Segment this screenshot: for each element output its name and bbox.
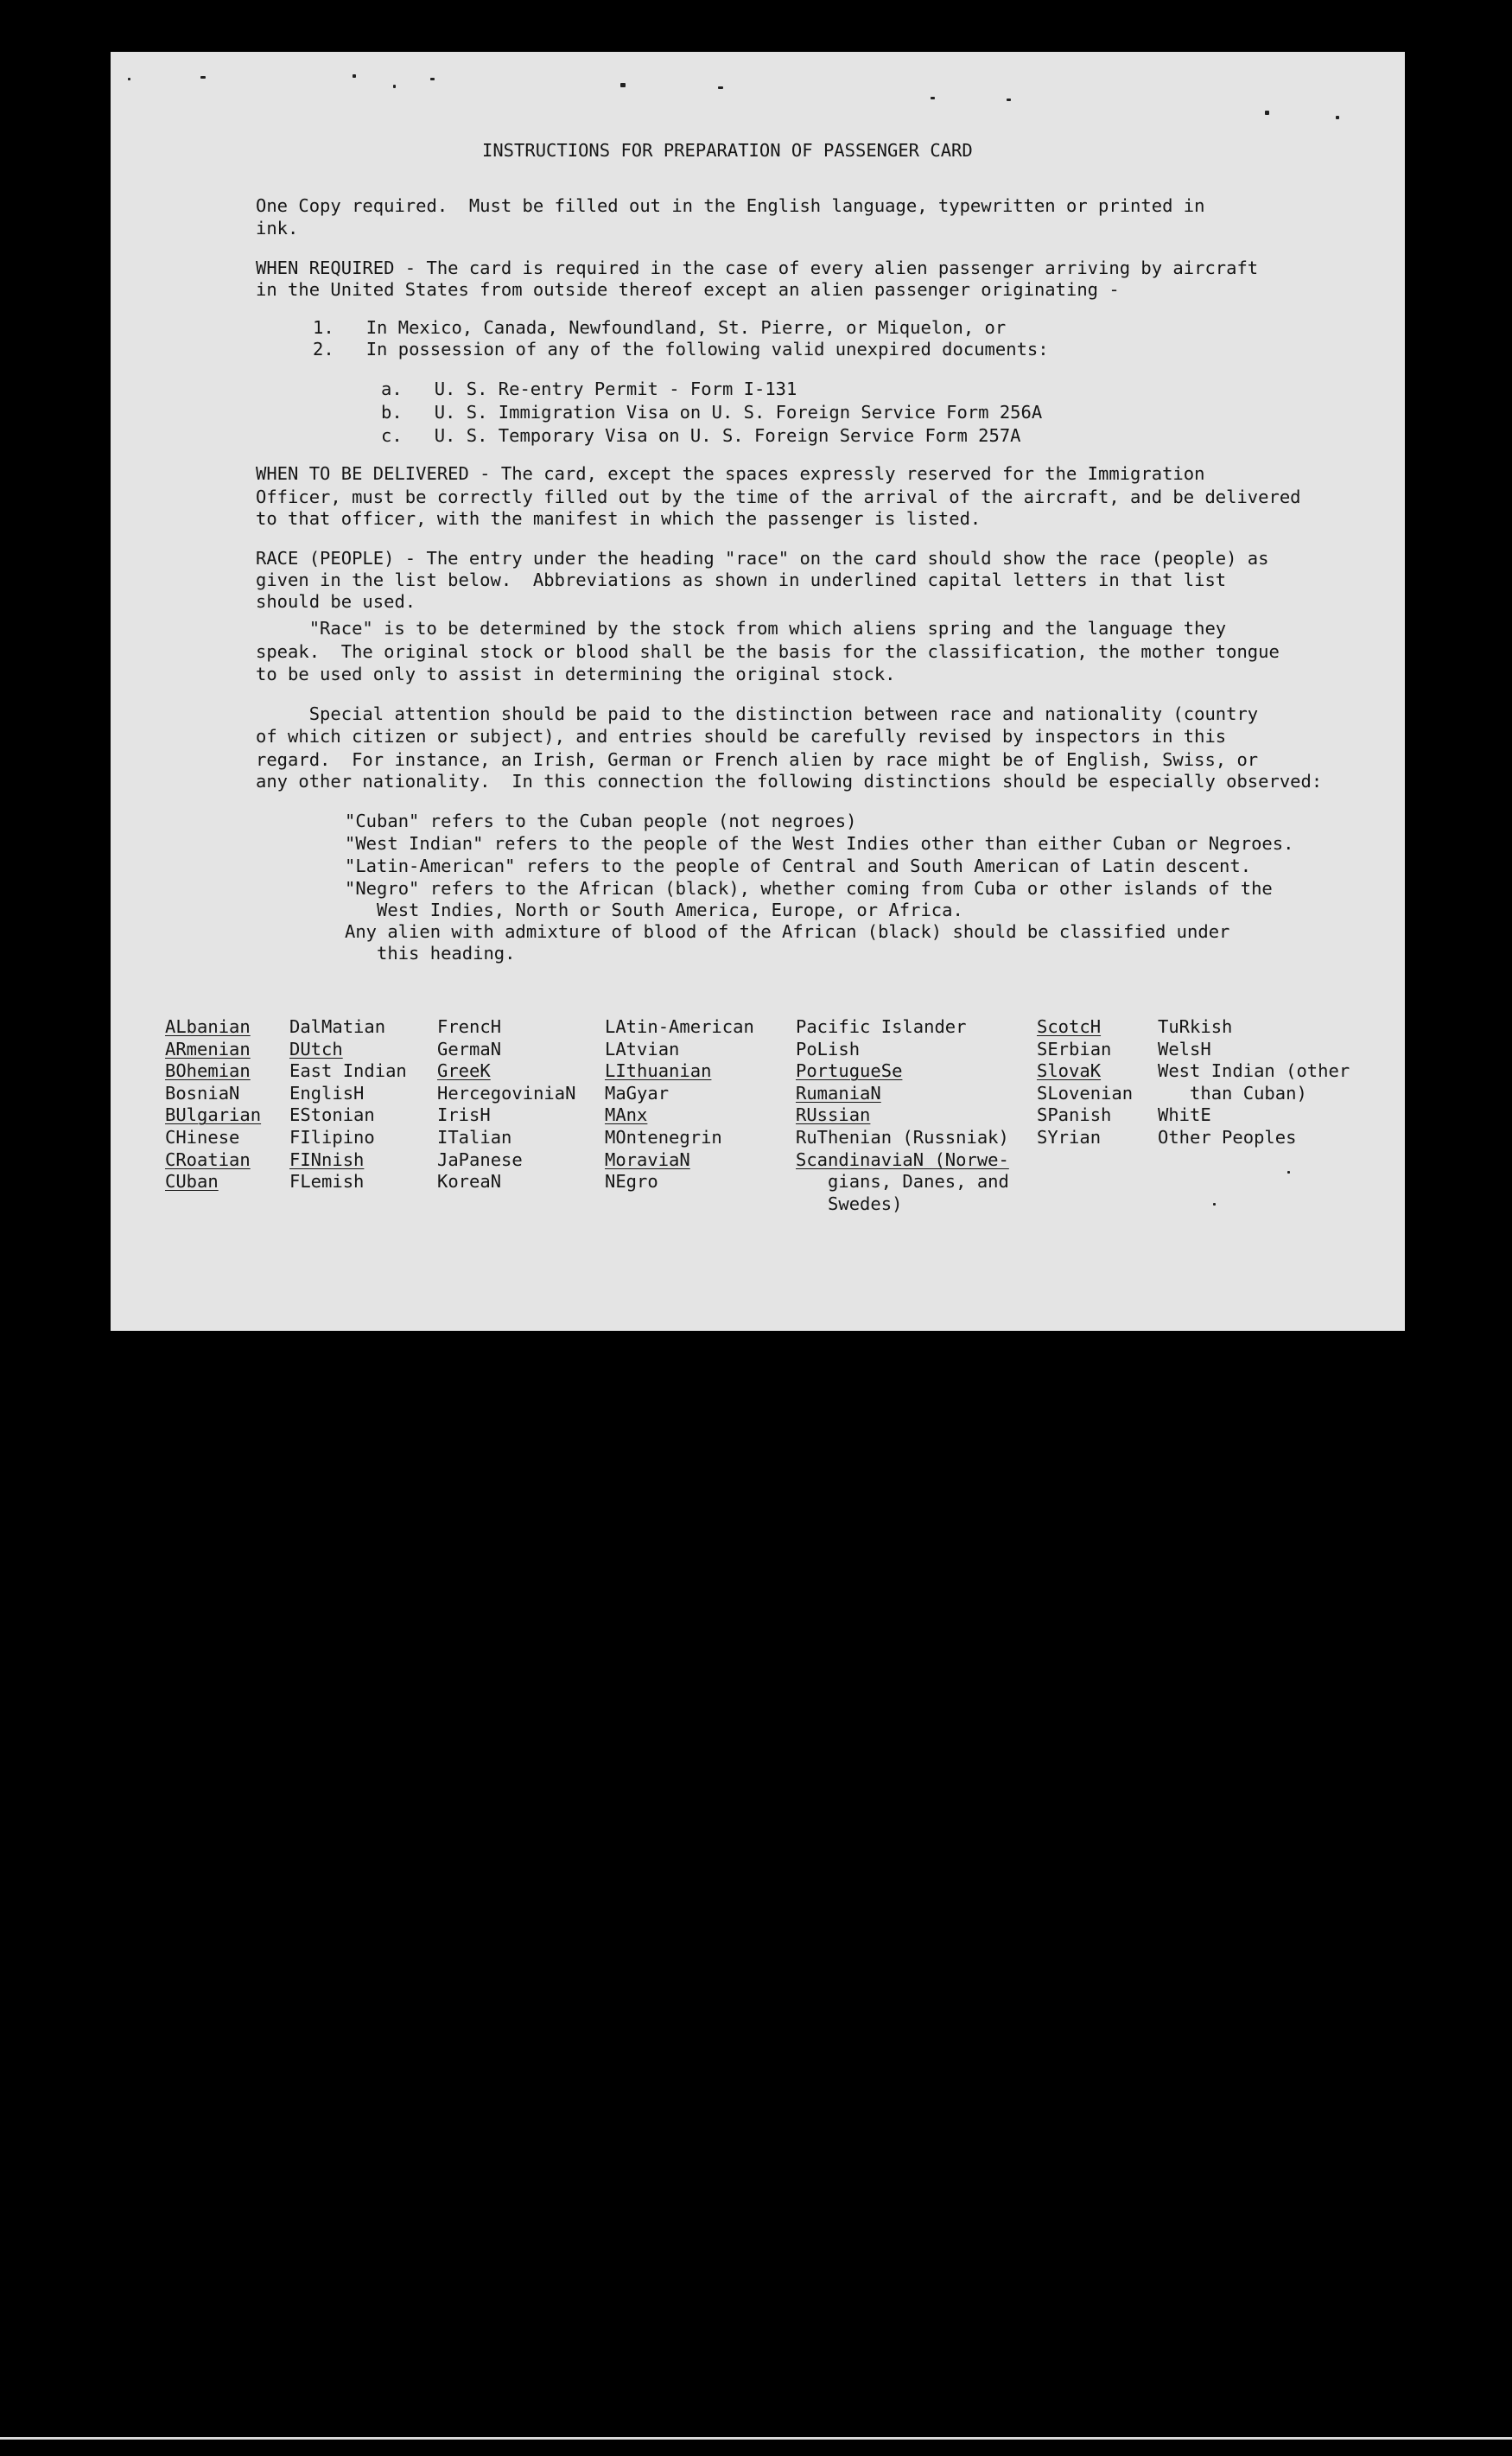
distinction-west-indian: "West Indian" refers to the people of the West Indies other than either Cuban or Negroes.	[345, 833, 1294, 854]
numbered-item-1: 1. In Mexico, Canada, Newfoundland, St. Pierre, or Miquelon, or	[313, 317, 1007, 338]
race-list-item: RumaniaN	[796, 1082, 881, 1104]
race-list-item: PortugueSe	[796, 1060, 903, 1082]
race-list-item: DUtch	[289, 1038, 343, 1059]
race-determined-line-3: to be used only to assist in determining the original stock.	[256, 664, 896, 684]
race-list-item: ScandinaviaN (Norwe-	[796, 1148, 1009, 1170]
race-list-item: East Indian	[289, 1060, 407, 1082]
lettered-item-a: a. U. S. Re-entry Permit - Form I-131	[381, 379, 797, 399]
race-list-item: LIthuanian	[605, 1060, 712, 1082]
race-list-item: FLemish	[289, 1171, 365, 1193]
race-list-item: ALbanian	[165, 1016, 251, 1037]
race-people-line-2: given in the list below. Abbreviations as shown in underlined capital letters in that list	[256, 569, 1227, 590]
race-people-line-3: should be used.	[256, 591, 416, 612]
special-attention-line-3: regard. For instance, an Irish, German or French alien by race might be of English, Swiss, or	[256, 749, 1259, 770]
race-list-item: RuThenian (Russniak)	[796, 1126, 1009, 1148]
race-list-item: LAtvian	[605, 1038, 680, 1059]
race-list-item: SErbian	[1037, 1038, 1112, 1059]
race-list-column-2	[289, 1016, 407, 1193]
race-list-item: MOntenegrin	[605, 1126, 722, 1148]
when-delivered-line-3: to that officer, with the manifest in which the passenger is listed.	[256, 508, 982, 529]
race-list-item: ITalian	[437, 1126, 512, 1148]
race-list-item: West Indian (other	[1158, 1060, 1350, 1082]
race-list-item: GermaN	[437, 1038, 502, 1059]
race-list-item: Swedes)	[796, 1193, 903, 1214]
lettered-item-c: c. U. S. Temporary Visa on U. S. Foreign Service Form 257A	[381, 425, 1021, 446]
race-list-item: WhitE	[1158, 1104, 1211, 1126]
race-determined-line-1: "Race" is to be determined by the stock from which aliens spring and the language they	[256, 618, 1227, 639]
race-list-item: MaGyar	[605, 1082, 670, 1104]
intro-line-1: One Copy required. Must be filled out in the English language, typewritten or printed in	[256, 195, 1205, 216]
race-list-item: than Cuban)	[1158, 1082, 1307, 1104]
lettered-item-b: b. U. S. Immigration Visa on U. S. Foreign Service Form 256A	[381, 402, 1043, 423]
page-title: INSTRUCTIONS FOR PREPARATION OF PASSENGER CARD	[482, 140, 973, 161]
race-list-item: DalMatian	[289, 1016, 386, 1037]
race-people-line-1: RACE (PEOPLE) - The entry under the heading "race" on the card should show the race (people) as	[256, 548, 1269, 569]
race-list-item: CRoatian	[165, 1148, 251, 1170]
race-list-item: EnglisH	[289, 1082, 365, 1104]
race-list-item: ARmenian	[165, 1038, 251, 1059]
when-delivered-line-1: WHEN TO BE DELIVERED - The card, except the spaces expressly reserved for the Immigration	[256, 463, 1205, 484]
race-list-item: ScotcH	[1037, 1016, 1102, 1037]
special-attention-line-4: any other nationality. In this connection the following distinctions should be especially observed:	[256, 771, 1323, 792]
race-list-item: SPanish	[1037, 1104, 1112, 1126]
scan-edge-line	[0, 2437, 1512, 2440]
intro-line-2: ink.	[256, 218, 299, 239]
when-required-line-1: WHEN REQUIRED - The card is required in the case of every alien passenger arriving by aircraft	[256, 258, 1259, 278]
race-list-item: KoreaN	[437, 1171, 502, 1193]
race-list-item: MAnx	[605, 1104, 648, 1126]
race-list-item: BOhemian	[165, 1060, 251, 1082]
race-list-item: TuRkish	[1158, 1016, 1233, 1037]
distinction-admixture-cont: this heading.	[345, 943, 516, 964]
race-list-item: FIlipino	[289, 1126, 375, 1148]
race-list-item: FINnish	[289, 1148, 365, 1170]
when-delivered-line-2: Officer, must be correctly filled out by the time of the arrival of the aircraft, and be delivered	[256, 487, 1301, 507]
numbered-item-2: 2. In possession of any of the following valid unexpired documents:	[313, 339, 1049, 359]
race-list-item: WelsH	[1158, 1038, 1211, 1059]
race-list-item: EStonian	[289, 1104, 375, 1126]
race-list-item: MoraviaN	[605, 1148, 690, 1170]
race-list-item: HercegoviniaN	[437, 1082, 576, 1104]
distinction-negro-cont: West Indies, North or South America, Europe, or Africa.	[345, 900, 963, 920]
race-list-item: CUban	[165, 1171, 219, 1193]
race-list-item: PoLish	[796, 1038, 861, 1059]
special-attention-line-1: Special attention should be paid to the distinction between race and nationality (country	[256, 703, 1259, 724]
distinction-negro: "Negro" refers to the African (black), whether coming from Cuba or other islands of the	[345, 878, 1273, 899]
race-list-item: SlovaK	[1037, 1060, 1102, 1082]
race-list-item: NEgro	[605, 1171, 658, 1193]
race-list-column-3	[437, 1016, 575, 1193]
race-list-item: SYrian	[1037, 1126, 1102, 1148]
race-list-item: Other Peoples	[1158, 1126, 1297, 1148]
race-determined-line-2: speak. The original stock or blood shall be the basis for the classification, the mother tongue	[256, 641, 1280, 662]
race-list-item: JaPanese	[437, 1148, 523, 1170]
distinction-latin-american: "Latin-American" refers to the people of Central and South American of Latin descent.	[345, 856, 1252, 876]
race-list-item: LAtin-American	[605, 1016, 754, 1037]
race-list-column-7	[1158, 1016, 1350, 1149]
race-list-column-5	[796, 1016, 1009, 1215]
race-list-item: RUssian	[796, 1104, 871, 1126]
distinction-admixture: Any alien with admixture of blood of the African (black) should be classified under	[345, 921, 1230, 942]
when-required-line-2: in the United States from outside thereof except an alien passenger originating -	[256, 279, 1120, 300]
race-list-column-1	[165, 1016, 261, 1193]
document-page	[111, 52, 1405, 1331]
race-list-column-4	[605, 1016, 754, 1193]
race-list-item: SLovenian	[1037, 1082, 1134, 1104]
race-list-item: CHinese	[165, 1126, 240, 1148]
distinction-cuban: "Cuban" refers to the Cuban people (not negroes)	[345, 811, 857, 831]
race-list-item: BUlgarian	[165, 1104, 262, 1126]
race-list-item: FrencH	[437, 1016, 502, 1037]
race-list-item: BosniaN	[165, 1082, 240, 1104]
race-list-item: GreeK	[437, 1060, 491, 1082]
race-list-item: Pacific Islander	[796, 1016, 967, 1037]
race-list-column-6	[1037, 1016, 1133, 1149]
race-list-item: gians, Danes, and	[796, 1171, 1009, 1193]
special-attention-line-2: of which citizen or subject), and entries should be carefully revised by inspectors in this	[256, 726, 1227, 747]
race-list-item: IrisH	[437, 1104, 491, 1126]
